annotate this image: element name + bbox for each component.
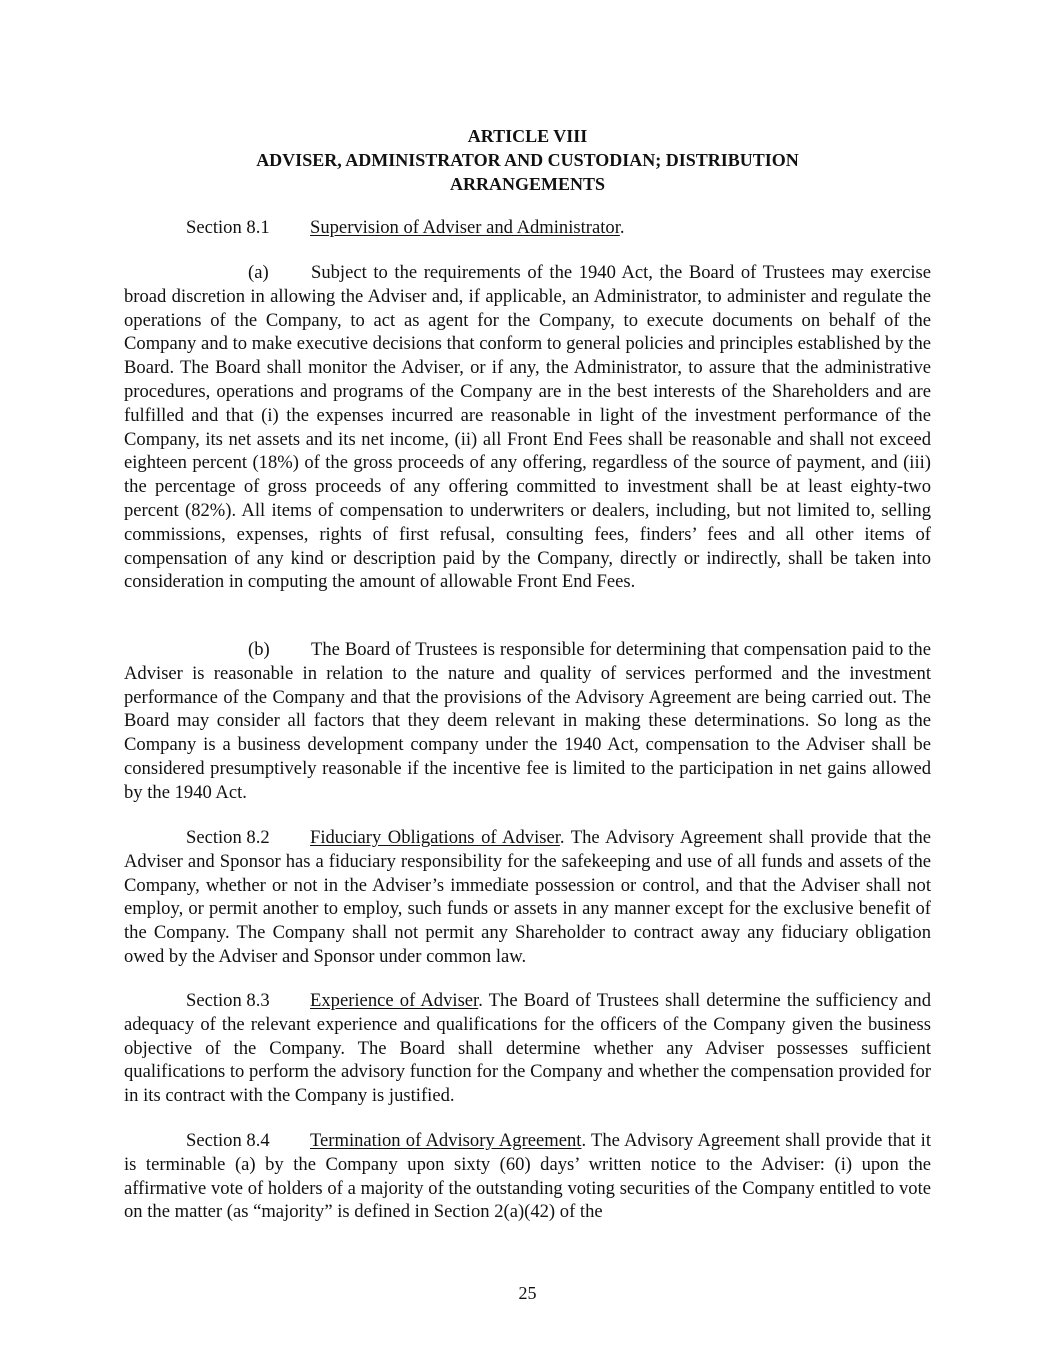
section-number: Section 8.2	[186, 827, 270, 848]
page-number: 25	[518, 1283, 537, 1303]
section-number: Section 8.4	[186, 1130, 270, 1151]
section-number: Section 8.3	[186, 990, 270, 1011]
section-8-1-paragraph-b	[124, 638, 931, 805]
section-8-4	[124, 1129, 931, 1224]
section-text: . The Advisory Agreement shall provide that the Adviser and Sponsor has a fiduciary responsibility for the safekeeping and use of all funds and assets of the Company, whether or not in the Adviser’s immediate possession or control, and that the Adviser shall not employ, or permit another to employ, such funds or assets in any manner except for the exclusive benefit of the Company. The Company shall not permit any Shareholder to contract away any fiduciary obligation owed by the Adviser and Sponsor under common law.	[124, 827, 932, 967]
paragraph-text: The Board of Trustees is responsible for determining that compensation paid to the Adviser is reasonable in relation to the nature and quality of services performed and the investment performance of the Company and that the provisions of the Advisory Agreement are being carried out. The Board may consider all factors that they deem relevant in making these determinations. So long as the Company is a business development company under the 1940 Act, compensation to the Adviser shall be considered presumptively reasonable if the incentive fee is limited to the participation in net gains allowed by the 1940 Act.	[124, 639, 931, 803]
section-title: Experience of Adviser	[310, 990, 479, 1011]
section-title-period: .	[619, 217, 625, 238]
section-title: Supervision of Adviser and Administrator	[310, 217, 620, 238]
section-8-2	[124, 826, 931, 969]
section-title: Termination of Advisory Agreement	[310, 1130, 582, 1151]
article-title-line-1: ADVISER, ADMINISTRATOR AND CUSTODIAN; DISTRIBUTION	[256, 150, 799, 170]
section-text: . The Advisory Agreement shall provide that it is terminable (a) by the Company upon sixty (60) days’ written notice to the Adviser: (i) upon the affirmative vote of holders of a majority of the outstanding voting securities of the Company entitled to vote on the matter (as “majority” is defined in Section 2(a)(42) of the	[124, 1130, 931, 1223]
article-number: ARTICLE VIII	[467, 126, 588, 146]
paragraph-label: (a)	[248, 262, 269, 283]
article-title-line-2: ARRANGEMENTS	[449, 174, 605, 194]
section-8-1-heading	[124, 216, 931, 240]
section-title: Fiduciary Obligations of Adviser	[310, 827, 560, 848]
section-number: Section 8.1	[186, 217, 270, 238]
section-8-1-paragraph-a	[124, 261, 931, 594]
paragraph-text: Subject to the requirements of the 1940 Act, the Board of Trustees may exercise broad discretion in allowing the Adviser and, if applicable, an Administrator, to administer and regulate the operations of the Company, to act as agent for the Company, to execute documents on behalf of the Company and to make executive decisions that conform to general policies and principles established by the Board. The Board shall monitor the Adviser, or if any, the Administrator, to assure that the administrative procedures, operations and programs of the Company are in the best interests of the Shareholders and are fulfilled and that (i) the expenses incurred are reasonable in light of the investment performance of the Company, its net assets and its net income, (ii) all Front End Fees shall be reasonable and shall not exceed eighteen percent (18%) of the gross proceeds of any offering, regardless of the source of payment, and (iii) the percentage of gross proceeds of any offering committed to investment shall be at least eighty-two percent (82%). All items of compensation to underwriters or dealers, including, but not limited to, selling commissions, expenses, rights of first refusal, consulting fees, finders’ fees and all other items of compensation of any kind or description paid by the Company, directly or indirectly, shall be taken into consideration in computing the amount of allowable Front End Fees.	[124, 262, 931, 593]
section-8-3	[124, 989, 931, 1108]
section-text: . The Board of Trustees shall determine the sufficiency and adequacy of the relevant experience and qualifications for the officers of the Company given the business objective of the Company. The Board shall determine whether any Adviser possesses sufficient qualifications to perform the advisory function for the Company and whether the compensation provided for in its contract with the Company is justified.	[124, 990, 931, 1107]
paragraph-label: (b)	[248, 639, 270, 660]
article-heading	[124, 124, 931, 196]
